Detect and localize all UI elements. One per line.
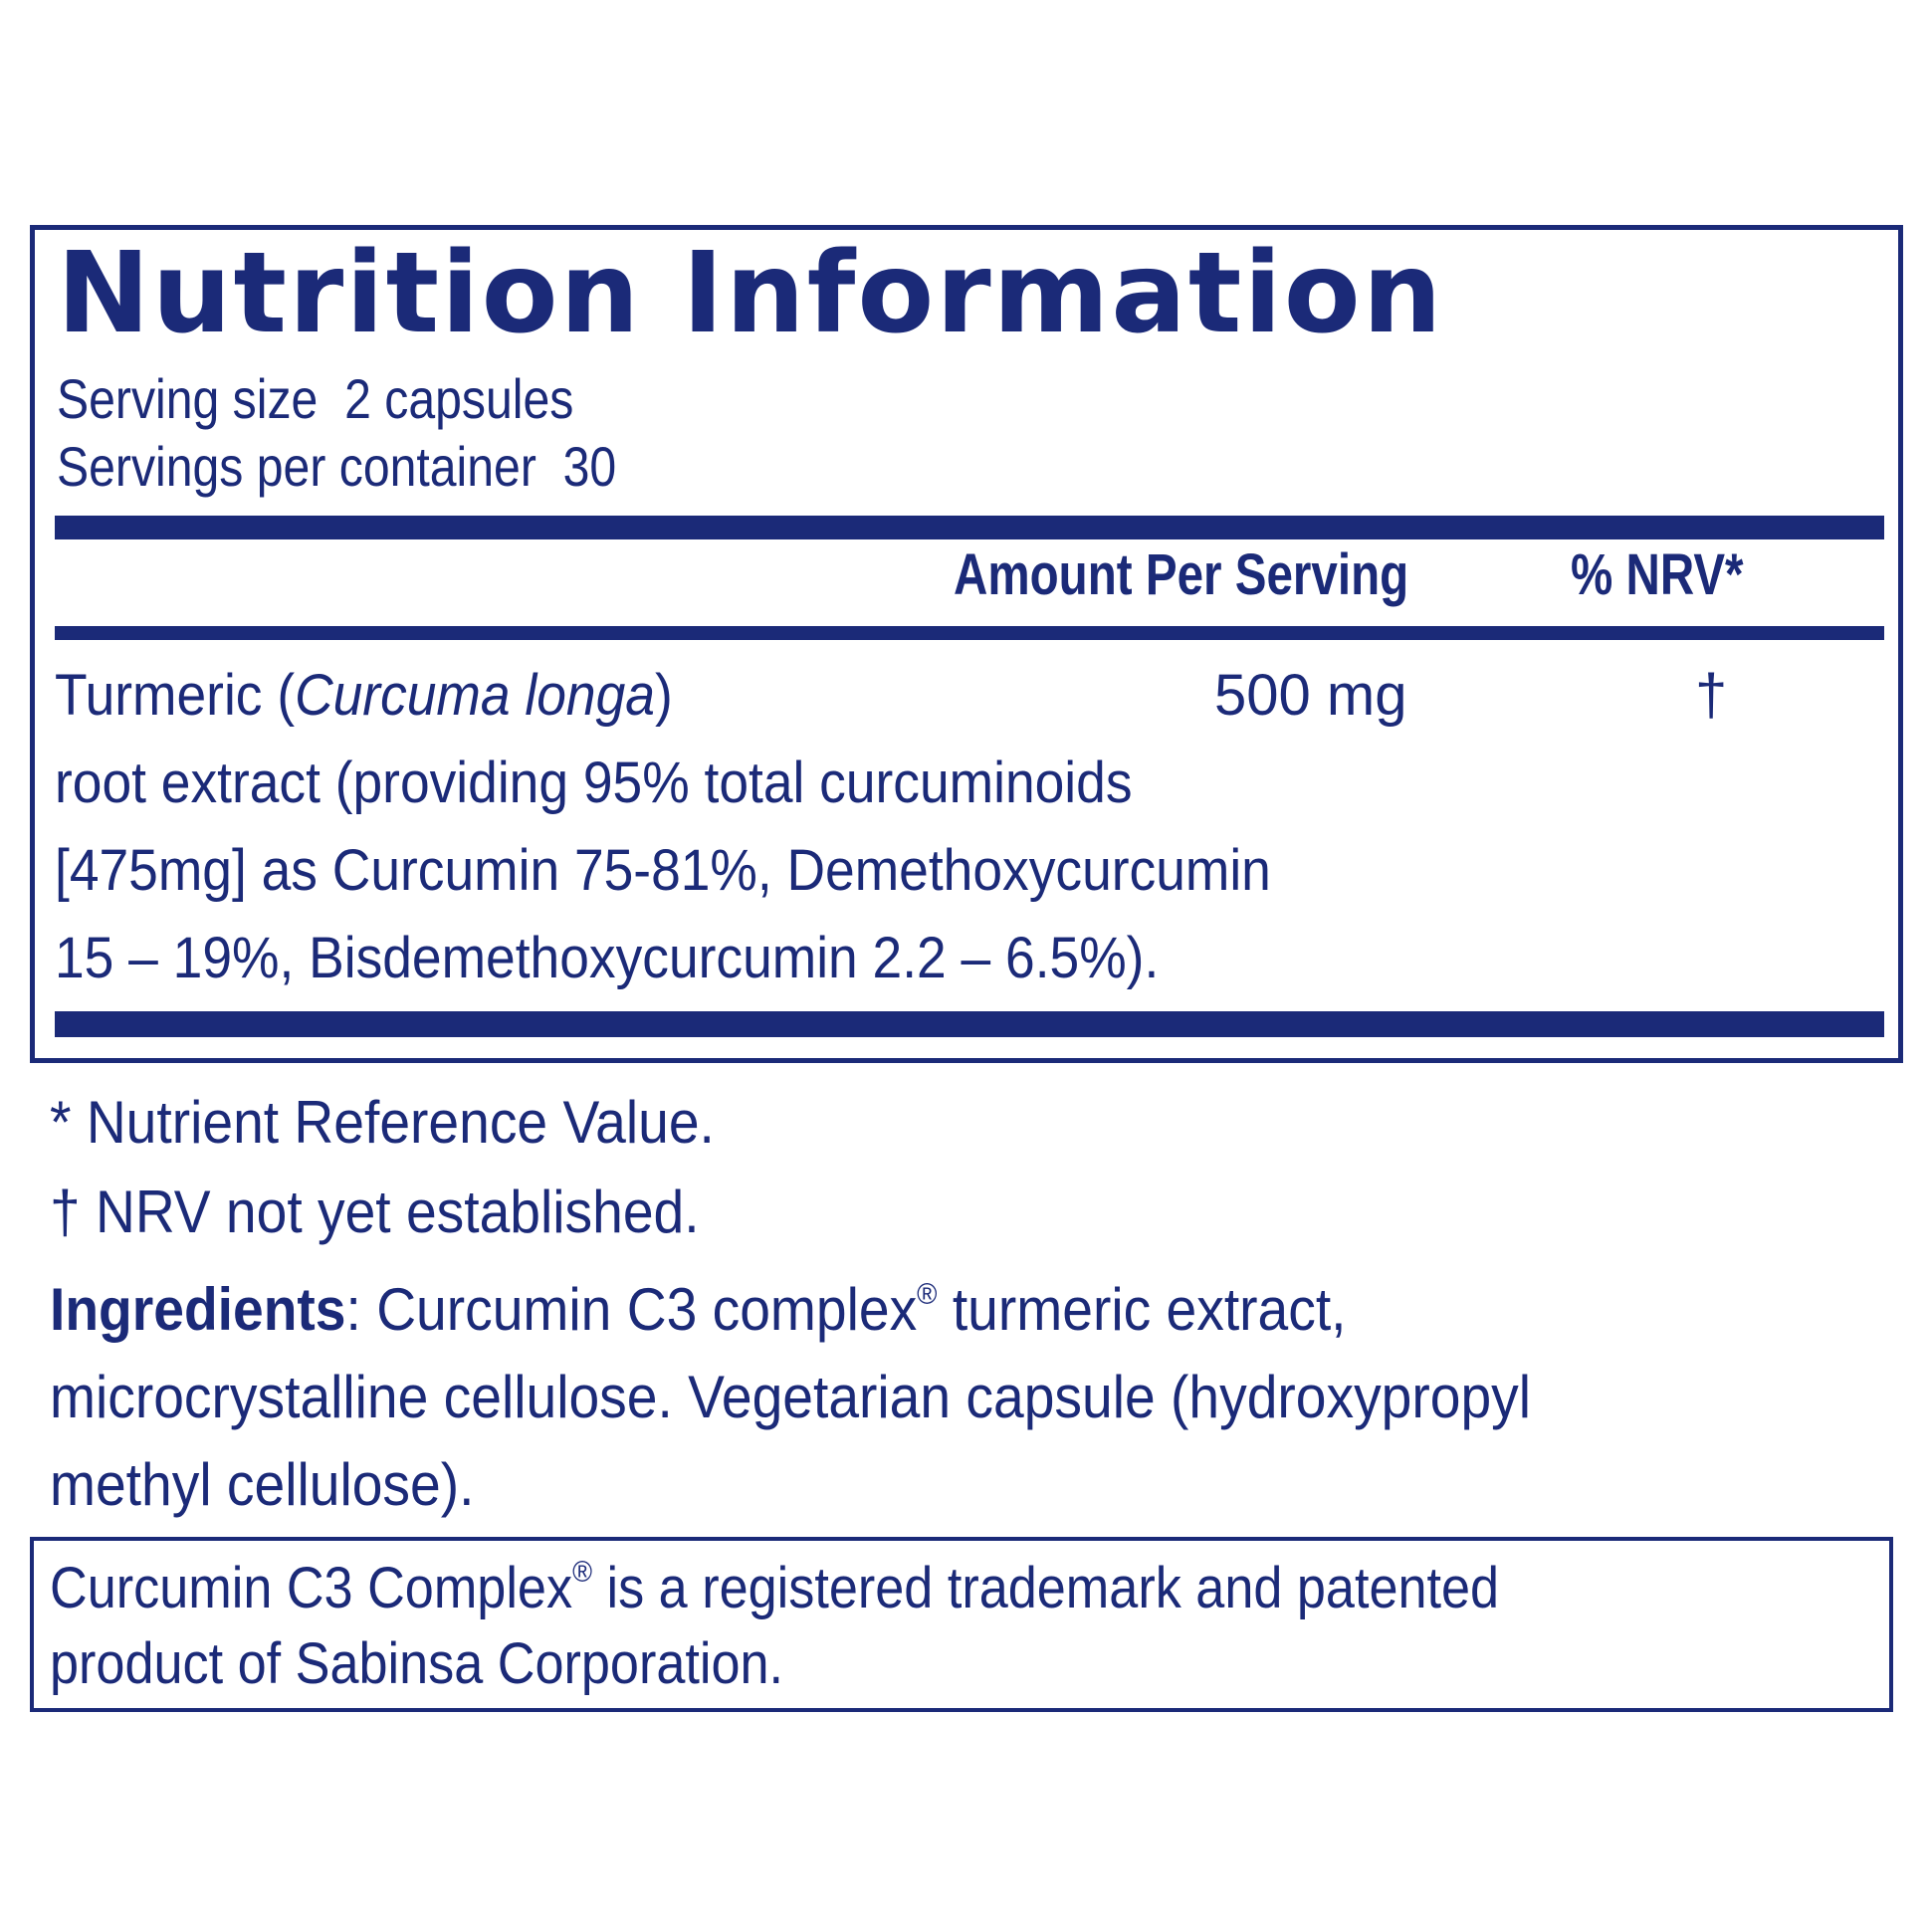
servings-per-container [57,435,617,498]
ingredient-name: Turmeric (Curcuma longa) [55,663,673,728]
nutrition-panel [30,225,1903,1063]
ingredients-first-line: Ingredients: Curcumin C3 complex® turmeric extract, [50,1276,1347,1343]
header-divider [55,626,1884,640]
trademark-line: product of Sabinsa Corporation. [50,1631,784,1696]
thick-divider [55,516,1884,539]
ingredients-line: methyl cellulose). [50,1451,475,1518]
ingredients-list [50,1266,1552,1529]
trademark-text [50,1551,1752,1702]
dagger-footnote: † NRV not yet established. [50,1179,700,1245]
registered-mark: ® [917,1278,938,1311]
ingredients-line: microcrystalline cellulose. Vegetarian capsule (hydroxypropyl [50,1364,1532,1430]
serving-size-label: Serving size [57,367,319,430]
serving-size [57,367,574,430]
servings-per-container-label: Servings per container [57,435,536,498]
servings-per-container-value: 30 [562,435,617,498]
ingredient-description-line: [475mg] as Curcumin 75-81%, Demethoxycurcumin [55,838,1271,903]
serving-size-value: 2 capsules [344,367,574,430]
trademark-notice [30,1537,1893,1712]
bottom-divider [55,1011,1884,1037]
ingredient-description-line: 15 – 19%, Bisdemethoxycurcumin 2.2 – 6.5%). [55,926,1160,990]
ingredients-label: Ingredients [50,1276,346,1343]
panel-title: Nutrition Information [57,229,1444,358]
ingredient-amount: 500 mg [1214,663,1407,728]
registered-mark: ® [572,1556,592,1589]
ingredient-nrv: † [1695,663,1728,728]
nrv-column-header: % NRV* [1571,542,1744,607]
amount-column-header: Amount Per Serving [954,542,1409,607]
ingredient-description [55,652,1337,1002]
ingredient-latin-name: Curcuma longa [295,663,655,728]
nrv-footnote: * Nutrient Reference Value. [50,1089,715,1156]
ingredient-description-line: root extract (providing 95% total curcuminoids [55,751,1133,815]
trademark-line: Curcumin C3 Complex® is a registered trademark and patented [50,1556,1500,1620]
